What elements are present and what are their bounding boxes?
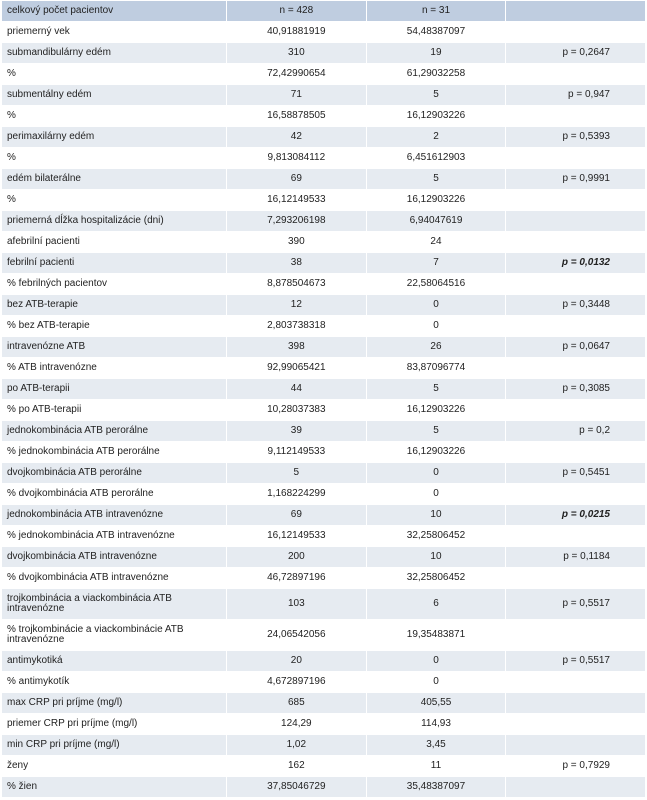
group2-value-cell: 5 <box>366 379 506 400</box>
p-value-cell: p = 0,3448 <box>506 295 646 316</box>
group2-value-cell: 5 <box>366 421 506 442</box>
group2-value-cell: 10 <box>366 505 506 526</box>
p-value-cell: p = 0,2647 <box>506 43 646 64</box>
row-label-cell: afebrilní pacienti <box>2 232 227 253</box>
group2-value-cell: 114,93 <box>366 714 506 735</box>
p-value-cell <box>506 64 646 85</box>
group2-value-cell: 0 <box>366 651 506 672</box>
row-label-cell: % po ATB-terapii <box>2 400 227 421</box>
group2-value-cell: 16,12903226 <box>366 190 506 211</box>
group1-value-cell: 42 <box>227 127 367 148</box>
p-value-cell: p = 0,0132 <box>506 253 646 274</box>
table-row <box>2 568 646 589</box>
group2-value-cell: 16,12903226 <box>366 106 506 127</box>
p-value-cell <box>506 22 646 43</box>
row-label-cell: priemer CRP pri príjme (mg/l) <box>2 714 227 735</box>
table-row <box>2 651 646 672</box>
row-label-cell: % trojkombinácie a viackombinácie ATB intravenózne <box>2 620 227 651</box>
table-row <box>2 253 646 274</box>
group1-value-cell: 44 <box>227 379 367 400</box>
table-row <box>2 735 646 756</box>
table-row <box>2 505 646 526</box>
row-label-cell: febrilní pacienti <box>2 253 227 274</box>
row-label-cell: % <box>2 148 227 169</box>
p-value-cell: p = 0,0647 <box>506 337 646 358</box>
table-header-row <box>2 1 646 22</box>
group1-value-cell: 200 <box>227 547 367 568</box>
p-value-cell <box>506 735 646 756</box>
row-label-cell: % žien <box>2 777 227 798</box>
group1-value-cell: 124,29 <box>227 714 367 735</box>
table-row <box>2 316 646 337</box>
table-row <box>2 190 646 211</box>
table-row <box>2 756 646 777</box>
group2-value-cell: 32,25806452 <box>366 568 506 589</box>
table-row <box>2 672 646 693</box>
group1-value-cell: 398 <box>227 337 367 358</box>
group1-value-cell: 12 <box>227 295 367 316</box>
table-row <box>2 169 646 190</box>
table-row <box>2 620 646 651</box>
table-row <box>2 295 646 316</box>
table-row <box>2 777 646 798</box>
group1-value-cell: 72,42990654 <box>227 64 367 85</box>
row-label-cell: po ATB-terapii <box>2 379 227 400</box>
p-value-cell <box>506 232 646 253</box>
row-label-cell: % dvojkombinácia ATB perorálne <box>2 484 227 505</box>
p-value-cell <box>506 148 646 169</box>
row-label-cell: jednokombinácia ATB perorálne <box>2 421 227 442</box>
p-value-cell <box>506 316 646 337</box>
group2-value-cell: 0 <box>366 295 506 316</box>
group1-value-cell: 16,58878505 <box>227 106 367 127</box>
group1-value-cell: 390 <box>227 232 367 253</box>
p-value-cell: p = 0,5517 <box>506 589 646 620</box>
table-row <box>2 714 646 735</box>
row-label-cell: ženy <box>2 756 227 777</box>
group2-value-cell: 0 <box>366 672 506 693</box>
row-label-cell: % antimykotík <box>2 672 227 693</box>
group2-value-cell: 6,94047619 <box>366 211 506 232</box>
row-label-cell: % bez ATB-terapie <box>2 316 227 337</box>
table-row <box>2 337 646 358</box>
row-label-cell: % jednokombinácia ATB intravenózne <box>2 526 227 547</box>
p-value-cell: p = 0,3085 <box>506 379 646 400</box>
group2-value-cell: 26 <box>366 337 506 358</box>
row-label-cell: % <box>2 190 227 211</box>
group1-value-cell: 1,168224299 <box>227 484 367 505</box>
table-row <box>2 64 646 85</box>
group1-value-cell: 46,72897196 <box>227 568 367 589</box>
table-row <box>2 379 646 400</box>
group2-value-cell: 16,12903226 <box>366 442 506 463</box>
group2-value-cell: 11 <box>366 756 506 777</box>
p-value-cell <box>506 568 646 589</box>
group1-value-cell: 71 <box>227 85 367 106</box>
data-table <box>1 0 646 798</box>
header-cell: n = 31 <box>366 1 506 22</box>
group1-value-cell: 40,91881919 <box>227 22 367 43</box>
row-label-cell: submentálny edém <box>2 85 227 106</box>
group2-value-cell: 10 <box>366 547 506 568</box>
header-cell: n = 428 <box>227 1 367 22</box>
group1-value-cell: 20 <box>227 651 367 672</box>
row-label-cell: edém bilaterálne <box>2 169 227 190</box>
table-row <box>2 148 646 169</box>
table-row <box>2 232 646 253</box>
table-row <box>2 589 646 620</box>
group1-value-cell: 685 <box>227 693 367 714</box>
p-value-cell <box>506 714 646 735</box>
group1-value-cell: 92,99065421 <box>227 358 367 379</box>
group1-value-cell: 103 <box>227 589 367 620</box>
group2-value-cell: 24 <box>366 232 506 253</box>
p-value-cell <box>506 620 646 651</box>
table-row <box>2 526 646 547</box>
group1-value-cell: 2,803738318 <box>227 316 367 337</box>
row-label-cell: priemerný vek <box>2 22 227 43</box>
table-row <box>2 274 646 295</box>
p-value-cell: p = 0,7929 <box>506 756 646 777</box>
group1-value-cell: 39 <box>227 421 367 442</box>
table-body <box>2 1 646 798</box>
p-value-cell: p = 0,9991 <box>506 169 646 190</box>
group1-value-cell: 9,112149533 <box>227 442 367 463</box>
row-label-cell: perimaxilárny edém <box>2 127 227 148</box>
group1-value-cell: 38 <box>227 253 367 274</box>
group2-value-cell: 19,35483871 <box>366 620 506 651</box>
group1-value-cell: 1,02 <box>227 735 367 756</box>
group2-value-cell: 54,48387097 <box>366 22 506 43</box>
group2-value-cell: 61,29032258 <box>366 64 506 85</box>
table-row <box>2 442 646 463</box>
group1-value-cell: 7,293206198 <box>227 211 367 232</box>
group1-value-cell: 69 <box>227 505 367 526</box>
p-value-cell: p = 0,2 <box>506 421 646 442</box>
group1-value-cell: 5 <box>227 463 367 484</box>
row-label-cell: dvojkombinácia ATB perorálne <box>2 463 227 484</box>
group2-value-cell: 0 <box>366 484 506 505</box>
group2-value-cell: 16,12903226 <box>366 400 506 421</box>
row-label-cell: bez ATB-terapie <box>2 295 227 316</box>
p-value-cell <box>506 211 646 232</box>
row-label-cell: antimykotiká <box>2 651 227 672</box>
group2-value-cell: 32,25806452 <box>366 526 506 547</box>
group2-value-cell: 6 <box>366 589 506 620</box>
p-value-cell: p = 0,5517 <box>506 651 646 672</box>
p-value-cell: p = 0,5393 <box>506 127 646 148</box>
group1-value-cell: 10,28037383 <box>227 400 367 421</box>
group2-value-cell: 83,87096774 <box>366 358 506 379</box>
table-row <box>2 22 646 43</box>
group2-value-cell: 19 <box>366 43 506 64</box>
group2-value-cell: 405,55 <box>366 693 506 714</box>
row-label-cell: dvojkombinácia ATB intravenózne <box>2 547 227 568</box>
p-value-cell: p = 0,5451 <box>506 463 646 484</box>
group1-value-cell: 24,06542056 <box>227 620 367 651</box>
p-value-cell <box>506 358 646 379</box>
header-cell: celkový počet pacientov <box>2 1 227 22</box>
group2-value-cell: 5 <box>366 169 506 190</box>
row-label-cell: intravenózne ATB <box>2 337 227 358</box>
table-row <box>2 463 646 484</box>
group2-value-cell: 2 <box>366 127 506 148</box>
p-value-cell: p = 0,1184 <box>506 547 646 568</box>
p-value-cell <box>506 442 646 463</box>
row-label-cell: % febrilných pacientov <box>2 274 227 295</box>
p-value-cell: p = 0,947 <box>506 85 646 106</box>
table-row <box>2 127 646 148</box>
table-row <box>2 211 646 232</box>
header-cell <box>506 1 646 22</box>
table-row <box>2 400 646 421</box>
group1-value-cell: 9,813084112 <box>227 148 367 169</box>
group2-value-cell: 22,58064516 <box>366 274 506 295</box>
p-value-cell: p = 0,0215 <box>506 505 646 526</box>
group2-value-cell: 35,48387097 <box>366 777 506 798</box>
p-value-cell <box>506 190 646 211</box>
group1-value-cell: 8,878504673 <box>227 274 367 295</box>
row-label-cell: submandibulárny edém <box>2 43 227 64</box>
p-value-cell <box>506 484 646 505</box>
group1-value-cell: 4,672897196 <box>227 672 367 693</box>
table-row <box>2 85 646 106</box>
group1-value-cell: 310 <box>227 43 367 64</box>
table-row <box>2 358 646 379</box>
table-row <box>2 43 646 64</box>
group2-value-cell: 5 <box>366 85 506 106</box>
p-value-cell <box>506 106 646 127</box>
table-row <box>2 484 646 505</box>
table-row <box>2 547 646 568</box>
table-row <box>2 693 646 714</box>
group2-value-cell: 0 <box>366 316 506 337</box>
p-value-cell <box>506 274 646 295</box>
p-value-cell <box>506 526 646 547</box>
group2-value-cell: 3,45 <box>366 735 506 756</box>
group1-value-cell: 69 <box>227 169 367 190</box>
row-label-cell: % jednokombinácia ATB perorálne <box>2 442 227 463</box>
group1-value-cell: 16,12149533 <box>227 190 367 211</box>
p-value-cell <box>506 693 646 714</box>
row-label-cell: % dvojkombinácia ATB intravenózne <box>2 568 227 589</box>
table-row <box>2 421 646 442</box>
row-label-cell: priemerná dĺžka hospitalizácie (dni) <box>2 211 227 232</box>
row-label-cell: trojkombinácia a viackombinácia ATB intravenózne <box>2 589 227 620</box>
p-value-cell <box>506 777 646 798</box>
group1-value-cell: 162 <box>227 756 367 777</box>
p-value-cell <box>506 400 646 421</box>
group1-value-cell: 16,12149533 <box>227 526 367 547</box>
row-label-cell: jednokombinácia ATB intravenózne <box>2 505 227 526</box>
p-value-cell <box>506 672 646 693</box>
group1-value-cell: 37,85046729 <box>227 777 367 798</box>
group2-value-cell: 7 <box>366 253 506 274</box>
group2-value-cell: 0 <box>366 463 506 484</box>
row-label-cell: max CRP pri príjme (mg/l) <box>2 693 227 714</box>
table-row <box>2 106 646 127</box>
row-label-cell: % <box>2 64 227 85</box>
group2-value-cell: 6,451612903 <box>366 148 506 169</box>
row-label-cell: min CRP pri príjme (mg/l) <box>2 735 227 756</box>
row-label-cell: % <box>2 106 227 127</box>
row-label-cell: % ATB intravenózne <box>2 358 227 379</box>
